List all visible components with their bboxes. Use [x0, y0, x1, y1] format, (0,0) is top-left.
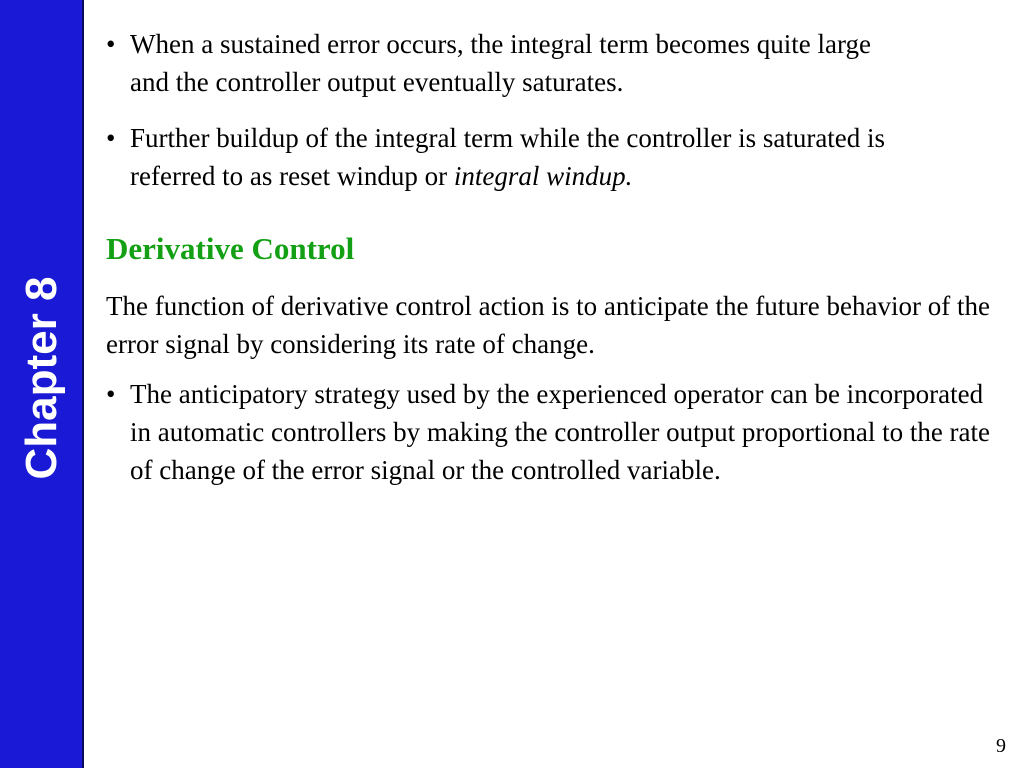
- bullet-item-integral-windup: [106, 119, 936, 195]
- section-heading: Derivative Control: [106, 231, 355, 266]
- bullet-text: When a sustained error occurs, the integral term becomes quite large and the controller output eventually saturates.: [130, 29, 871, 97]
- bullet-mark: •: [106, 123, 116, 153]
- chapter-label: Chapter 8: [17, 276, 66, 480]
- bullet-item-anticipatory-strategy: [106, 375, 996, 489]
- bullet-text-main: Further buildup of the integral term while the controller is saturated is referred to as reset windup or: [130, 123, 886, 191]
- bullet-text: [130, 119, 936, 195]
- page-number: 9: [996, 735, 1006, 757]
- bullet-mark: •: [106, 29, 116, 59]
- section-paragraph: The function of derivative control action is to anticipate the future behavior of the error signal by considering its rate of change.: [106, 291, 990, 359]
- slide-content: [106, 25, 1014, 489]
- bullet-mark: •: [106, 379, 116, 409]
- bullet-text-italic: integral windup.: [453, 161, 633, 191]
- bullet-text: The anticipatory strategy used by the experienced operator can be incorporated in automatic controllers by making the controller output proportional to the rate of change of the error signal or the controlled variable.: [130, 379, 991, 485]
- bullet-item-integral-saturation: [106, 25, 916, 101]
- chapter-sidebar: [0, 0, 84, 768]
